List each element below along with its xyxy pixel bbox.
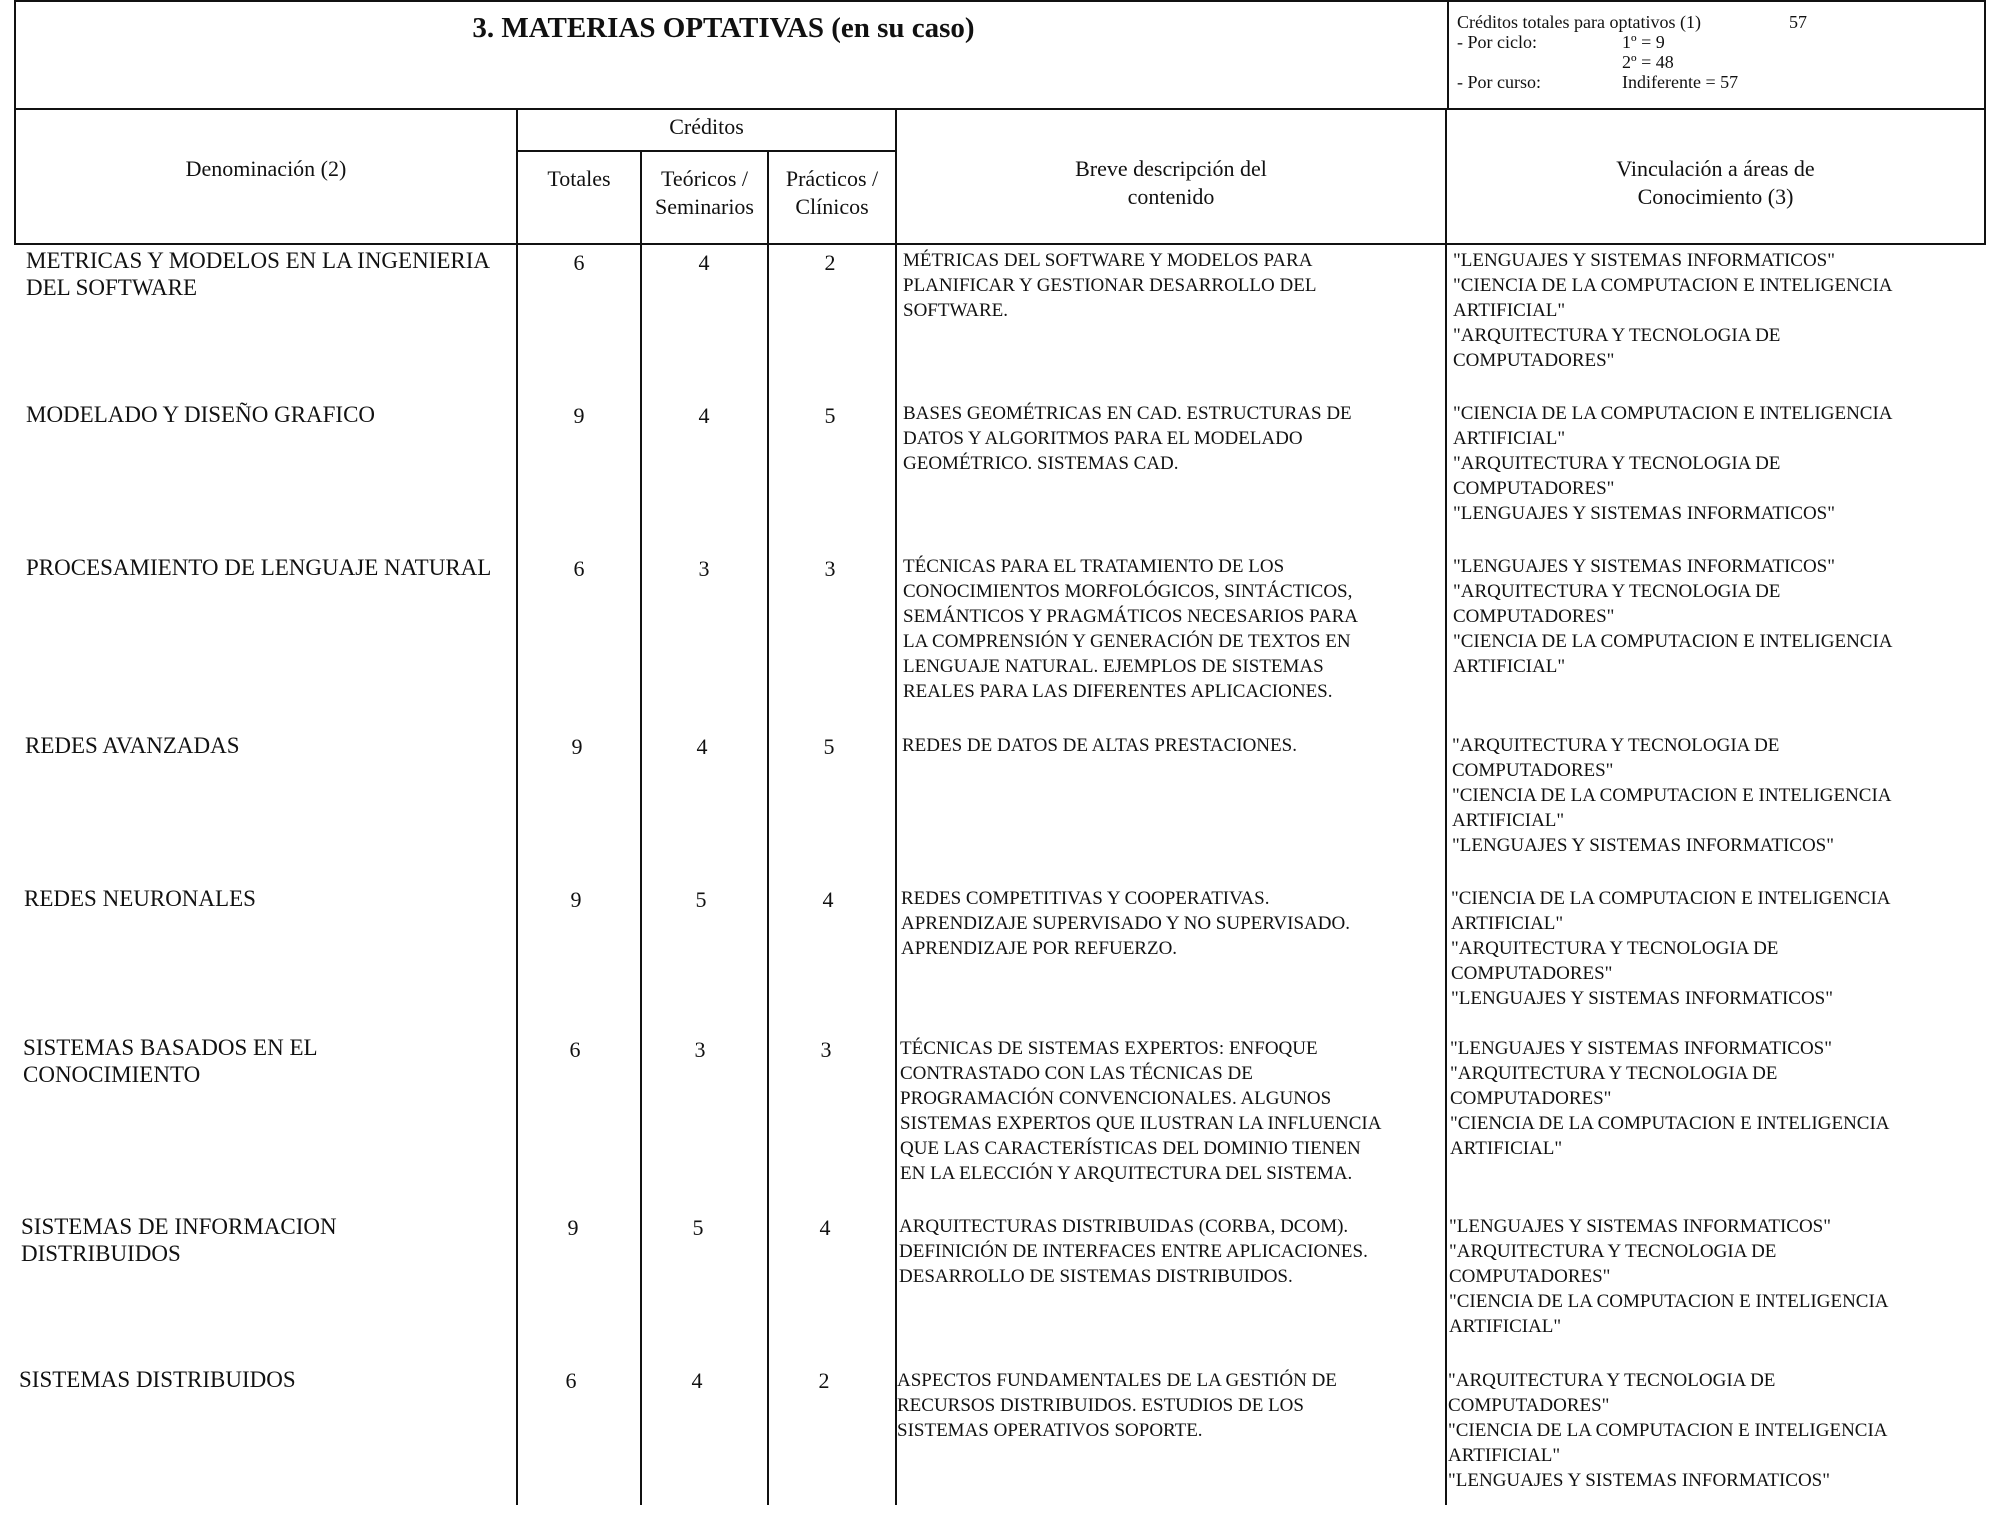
row-3-teoricos: 3 bbox=[698, 556, 710, 581]
row-1-descripcion: MÉTRICAS DEL SOFTWARE Y MODELOS PARA PLANIFICAR Y GESTIONAR DESARROLLO DEL SOFTWARE. bbox=[903, 250, 1317, 321]
row-6-practicos: 3 bbox=[820, 1037, 832, 1062]
row-6-name: SISTEMAS BASADOS EN EL CONOCIMIENTO bbox=[23, 1035, 318, 1087]
row-7-descripcion: ARQUITECTURAS DISTRIBUIDAS (CORBA, DCOM). DEFINICIÓN DE INTERFACES ENTRE APLICACIONES. DESARROLLO DE SISTEMAS DISTRIBUIDOS. bbox=[899, 1216, 1368, 1287]
table-right-border bbox=[1984, 0, 1986, 245]
row-8-name: SISTEMAS DISTRIBUIDOS bbox=[19, 1367, 296, 1392]
row-4-totales: 9 bbox=[571, 734, 583, 759]
row-1-totales: 6 bbox=[573, 250, 585, 275]
credits-total-value: 57 bbox=[1789, 12, 1807, 32]
header-creditos: Créditos bbox=[669, 114, 744, 139]
row-5-teoricos: 5 bbox=[695, 887, 707, 912]
row-7-totales: 9 bbox=[567, 1215, 579, 1240]
row-5-descripcion: REDES COMPETITIVAS Y COOPERATIVAS. APRENDIZAJE SUPERVISADO Y NO SUPERVISADO. APRENDIZAJE POR REFUERZO. bbox=[901, 888, 1350, 959]
row-5-practicos: 4 bbox=[822, 887, 834, 912]
row-1-practicos: 2 bbox=[824, 250, 836, 275]
row-7-name: SISTEMAS DE INFORMACION DISTRIBUIDOS bbox=[21, 1214, 337, 1266]
row-4-name: REDES AVANZADAS bbox=[25, 733, 240, 758]
col-divider-5 bbox=[1445, 110, 1447, 1505]
row-2-descripcion: BASES GEOMÉTRICAS EN CAD. ESTRUCTURAS DE DATOS Y ALGORITMOS PARA EL MODELADO GEOMÉTRICO. SISTEMAS CAD. bbox=[903, 403, 1352, 474]
col-divider-1 bbox=[516, 110, 518, 1505]
row-5-name: REDES NEURONALES bbox=[24, 886, 256, 911]
credits-summary bbox=[1457, 12, 1977, 92]
credits-box-divider bbox=[1447, 0, 1449, 110]
row-4-areas: "ARQUITECTURA Y TECNOLOGIA DE COMPUTADORES" "CIENCIA DE LA COMPUTACION E INTELIGENCIA ARTIFICIAL" "LENGUAJES Y SISTEMAS INFORMATICOS" bbox=[1452, 735, 1892, 856]
header-bottom-border bbox=[14, 243, 1986, 245]
col-divider-2 bbox=[640, 150, 642, 1505]
header-totales: Totales bbox=[547, 166, 611, 191]
page-title: 3. MATERIAS OPTATIVAS (en su caso) bbox=[472, 12, 975, 44]
row-8-areas: "ARQUITECTURA Y TECNOLOGIA DE COMPUTADORES" "CIENCIA DE LA COMPUTACION E INTELIGENCIA ARTIFICIAL" "LENGUAJES Y SISTEMAS INFORMATICOS" bbox=[1448, 1370, 1888, 1491]
header-teoricos: Teóricos / Seminarios bbox=[655, 166, 754, 219]
row-8-totales: 6 bbox=[565, 1368, 577, 1393]
table-top-border bbox=[14, 0, 1986, 2]
row-8-teoricos: 4 bbox=[691, 1368, 703, 1393]
creditos-group-border bbox=[516, 150, 896, 152]
credits-total-label: Créditos totales para optativos (1) bbox=[1457, 12, 1701, 32]
row-3-descripcion: TÉCNICAS PARA EL TRATAMIENTO DE LOS CONOCIMIENTOS MORFOLÓGICOS, SINTÁCTICOS, SEMÁNTICOS Y PRAGMÁTICOS NECESARIOS PARA LA COMPRENSIÓN Y GENERACIÓN DE TEXTOS EN LENGUAJE NATURAL. EJEMPLOS DE SISTEMAS REALES PARA LAS DIFERENTES APLICACIONES. bbox=[903, 556, 1359, 702]
row-6-teoricos: 3 bbox=[694, 1037, 706, 1062]
row-2-practicos: 5 bbox=[824, 403, 836, 428]
credits-ciclo-label: - Por ciclo: bbox=[1457, 32, 1537, 52]
title-bottom-border bbox=[14, 108, 1986, 110]
header-descripcion: Breve descripción del contenido bbox=[1075, 156, 1267, 209]
credits-ciclo-1: 1º = 9 bbox=[1622, 32, 1665, 52]
col-divider-4 bbox=[895, 110, 897, 1505]
row-3-practicos: 3 bbox=[824, 556, 836, 581]
header-denominacion: Denominación (2) bbox=[185, 156, 347, 181]
row-5-totales: 9 bbox=[570, 887, 582, 912]
row-6-totales: 6 bbox=[569, 1037, 581, 1062]
header-vinculacion: Vinculación a áreas de Conocimiento (3) bbox=[1616, 156, 1815, 209]
row-1-areas: "LENGUAJES Y SISTEMAS INFORMATICOS" "CIENCIA DE LA COMPUTACION E INTELIGENCIA ARTIFICIAL" "ARQUITECTURA Y TECNOLOGIA DE COMPUTADORES" bbox=[1453, 250, 1893, 371]
row-4-teoricos: 4 bbox=[696, 734, 708, 759]
row-2-name: MODELADO Y DISEÑO GRAFICO bbox=[26, 402, 376, 427]
row-4-practicos: 5 bbox=[823, 734, 835, 759]
row-7-practicos: 4 bbox=[819, 1215, 831, 1240]
row-3-areas: "LENGUAJES Y SISTEMAS INFORMATICOS" "ARQUITECTURA Y TECNOLOGIA DE COMPUTADORES" "CIENCIA DE LA COMPUTACION E INTELIGENCIA ARTIFICIAL" bbox=[1453, 556, 1893, 677]
row-2-areas: "CIENCIA DE LA COMPUTACION E INTELIGENCIA ARTIFICIAL" "ARQUITECTURA Y TECNOLOGIA DE COMPUTADORES" "LENGUAJES Y SISTEMAS INFORMATICOS" bbox=[1453, 403, 1893, 524]
row-7-areas: "LENGUAJES Y SISTEMAS INFORMATICOS" "ARQUITECTURA Y TECNOLOGIA DE COMPUTADORES" "CIENCIA DE LA COMPUTACION E INTELIGENCIA ARTIFICIAL" bbox=[1449, 1216, 1889, 1337]
credits-curso-label: - Por curso: bbox=[1457, 72, 1541, 92]
row-3-totales: 6 bbox=[573, 556, 585, 581]
row-2-teoricos: 4 bbox=[698, 403, 710, 428]
row-6-areas: "LENGUAJES Y SISTEMAS INFORMATICOS" "ARQUITECTURA Y TECNOLOGIA DE COMPUTADORES" "CIENCIA DE LA COMPUTACION E INTELIGENCIA ARTIFICIAL" bbox=[1450, 1038, 1890, 1159]
col-divider-3 bbox=[767, 150, 769, 1505]
row-1-teoricos: 4 bbox=[698, 250, 710, 275]
row-2-totales: 9 bbox=[573, 403, 585, 428]
credits-ciclo-2: 2º = 48 bbox=[1622, 52, 1674, 72]
credits-curso-value: Indiferente = 57 bbox=[1622, 72, 1739, 92]
row-7-teoricos: 5 bbox=[692, 1215, 704, 1240]
row-8-descripcion: ASPECTOS FUNDAMENTALES DE LA GESTIÓN DE RECURSOS DISTRIBUIDOS. ESTUDIOS DE LOS SISTEMAS OPERATIVOS SOPORTE. bbox=[897, 1370, 1337, 1441]
row-6-descripcion: TÉCNICAS DE SISTEMAS EXPERTOS: ENFOQUE CONTRASTADO CON LAS TÉCNICAS DE PROGRAMACIÓN CONVENCIONALES. ALGUNOS SISTEMAS EXPERTOS QUE ILUSTRAN LA INFLUENCIA QUE LAS CARACTERÍSTICAS DEL DOMINIO TIENEN EN LA ELECCIÓN Y ARQUITECTURA DEL SISTEMA. bbox=[900, 1038, 1382, 1184]
row-4-descripcion: REDES DE DATOS DE ALTAS PRESTACIONES. bbox=[902, 735, 1297, 756]
row-1-name: METRICAS Y MODELOS EN LA INGENIERIA DEL SOFTWARE bbox=[26, 248, 491, 300]
header-practicos: Prácticos / Clínicos bbox=[785, 166, 879, 219]
row-8-practicos: 2 bbox=[818, 1368, 830, 1393]
row-5-areas: "CIENCIA DE LA COMPUTACION E INTELIGENCIA ARTIFICIAL" "ARQUITECTURA Y TECNOLOGIA DE COMPUTADORES" "LENGUAJES Y SISTEMAS INFORMATICOS" bbox=[1451, 888, 1891, 1009]
row-3-name: PROCESAMIENTO DE LENGUAJE NATURAL bbox=[26, 555, 492, 580]
